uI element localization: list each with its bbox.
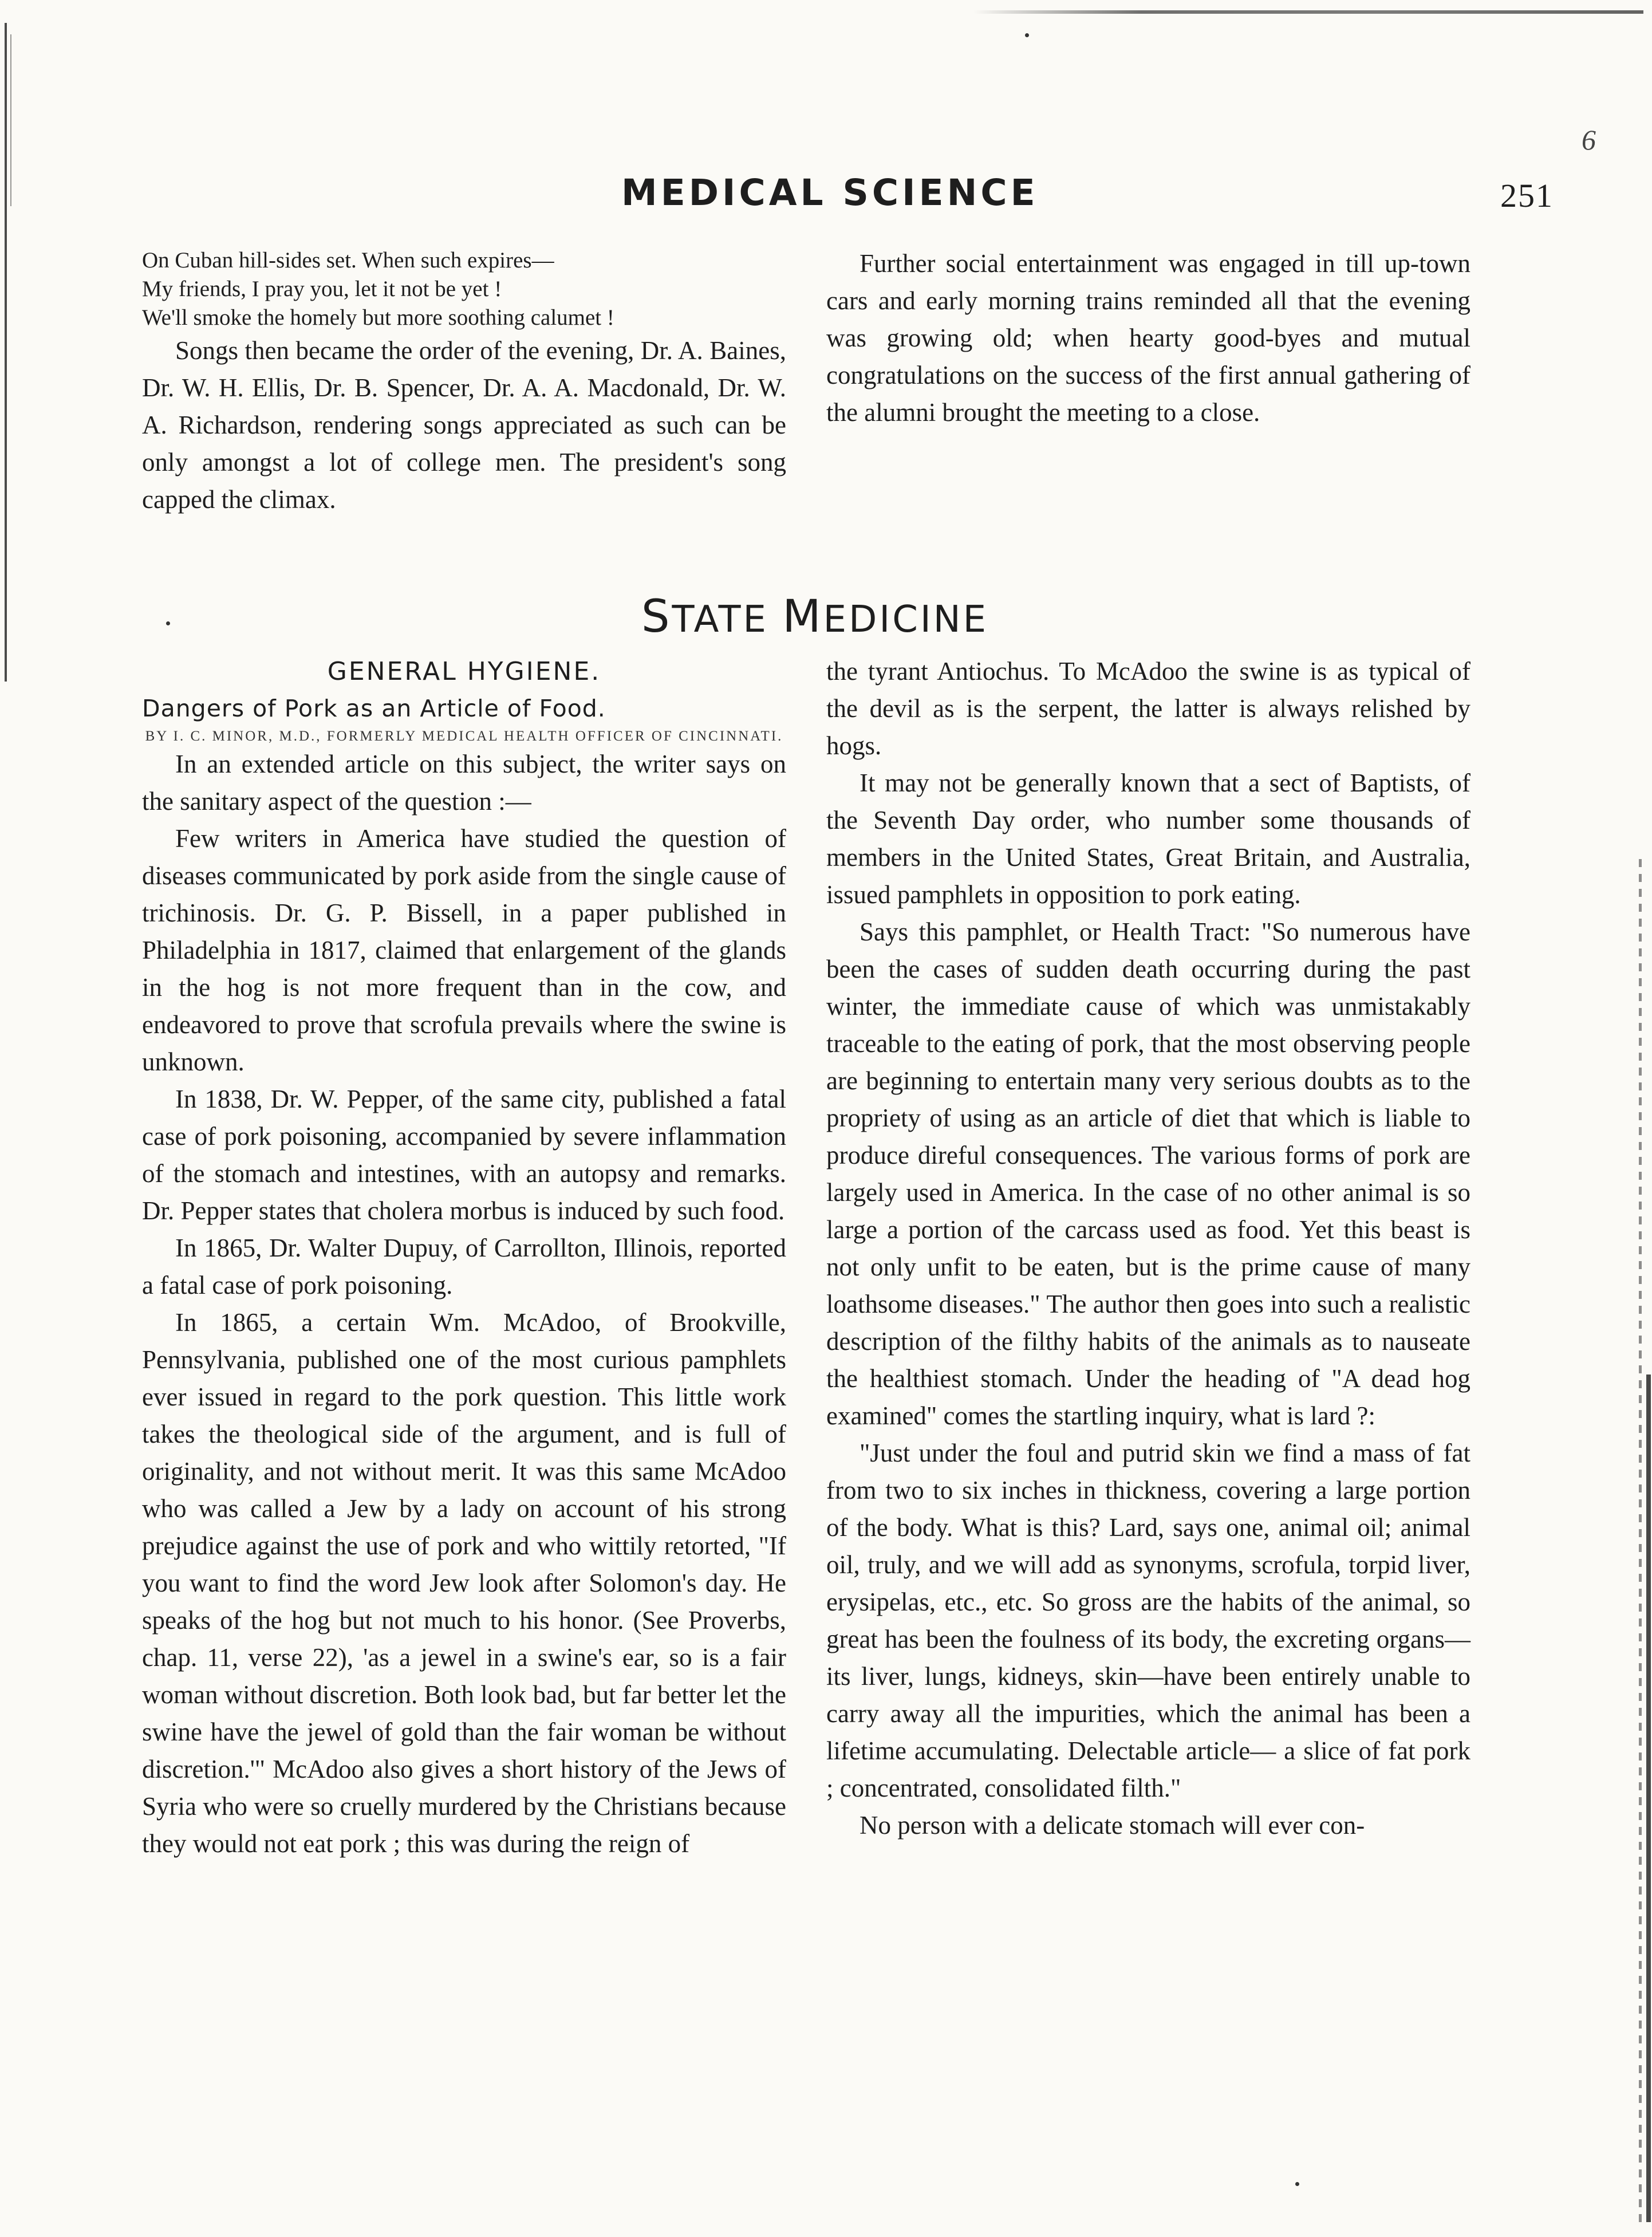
verse-line: We'll smoke the homely but more soothing calumet ! xyxy=(142,305,614,330)
scan-edge-top xyxy=(973,10,1643,14)
paragraph: Few writers in America have studied the question of diseases communicated by pork aside from the single cause of trichinosis. Dr. G. P. Bissell, in a paper published in Philadelphia in 1817, claimed that enlargement of the glands in the hog is not more frequent than in the cow, and endeavored to prove that scrofula prevails where the swine is unknown. xyxy=(142,824,786,1076)
paragraph: "Just under the foul and putrid skin we find a mass of fat from two to six inches in thickness, covering a large portion of the body. What is this? Lard, says one, animal oil; animal oil, truly, and we will add as synonyms, scrofula, torpid liver, erysipelas, etc., etc. So gross are the habits of the animal, so great has been the foulness of its body, the excreting organs—its liver, lungs, kidneys, skin—have been entirely unable to carry away all the impurities, which the animal has been a lifetime accumulating. Delectable article— a slice of fat pork ; concentrated, consolidated filth." xyxy=(826,1439,1470,1802)
article-left-column xyxy=(142,653,786,1862)
ink-speck xyxy=(1025,33,1029,37)
ink-speck xyxy=(1295,2182,1299,2186)
paragraph: Songs then became the order of the evening, Dr. A. Baines, Dr. W. H. Ellis, Dr. B. Spencer, Dr. A. A. Macdonald, Dr. W. A. Richardson, rendering songs appreciated as such can be only amongst a lot of college men. The president's song capped the climax. xyxy=(142,336,786,514)
running-head: MEDICAL SCIENCE xyxy=(621,172,1039,214)
paragraph: No person with a delicate stomach will ever con- xyxy=(859,1811,1365,1840)
paragraph: In an extended article on this subject, the writer says on the sanitary aspect of the question :— xyxy=(142,750,786,816)
article-heading: GENERAL HYGIENE. xyxy=(327,657,601,686)
verse-line: My friends, I pray you, let it not be yet ! xyxy=(142,277,502,301)
scan-edge-right xyxy=(1639,859,1642,2222)
top-right-column xyxy=(826,245,1470,431)
page-number: 251 xyxy=(1500,177,1554,214)
paragraph: Further social entertainment was engaged in till up-town cars and early morning trains reminded all that the evening was growing old; when hearty good-byes and mutual congratulations on the success of the first annual gathering of the alumni brought the meeting to a close. xyxy=(826,249,1470,427)
paragraph: In 1838, Dr. W. Pepper, of the same city, published a fatal case of pork poisoning, accompanied by severe inflammation of the stomach and intestines, with an autopsy and remarks. Dr. Pepper states that cholera morbus is induced by such food. xyxy=(142,1085,786,1225)
section-title: STATE MEDICINE xyxy=(641,591,989,643)
verse-line: On Cuban hill-sides set. When such expires— xyxy=(142,248,554,273)
article-byline: BY I. C. MINOR, M.D., FORMERLY MEDICAL HEALTH OFFICER OF CINCINNATI. xyxy=(145,728,783,744)
paragraph: the tyrant Antiochus. To McAdoo the swine is as typical of the devil as is the serpent, the latter is always relished by hogs. xyxy=(826,657,1470,760)
article-subheading: Dangers of Pork as an Article of Food. xyxy=(142,695,606,722)
scan-edge-left xyxy=(5,23,7,682)
paragraph: Says this pamphlet, or Health Tract: "So numerous have been the cases of sudden death occurring during the past winter, the immediate cause of which was unmistakably traceable to the eating of pork, that the most observing people are beginning to entertain many very serious doubts as to the propriety of using as an article of diet that which is liable to produce direful consequences. The various forms of pork are largely used in America. In the case of no other animal is so large a portion of the carcass used as food. Yet this beast is not only unfit to be eaten, but is the prime cause of many loathsome diseases." The author then goes into such a realistic description of the filthy habits of the animals as to nauseate the healthiest stomach. Under the heading of "A dead hog examined" comes the startling inquiry, what is lard ?: xyxy=(826,917,1470,1430)
scan-edge-right-dark xyxy=(1646,1375,1651,2222)
scan-edge-left-inner xyxy=(10,34,11,206)
ink-speck xyxy=(166,621,170,625)
corner-pencil-mark: 6 xyxy=(1582,124,1596,156)
paragraph: In 1865, a certain Wm. McAdoo, of Brookville, Pennsylvania, published one of the most curious pamphlets ever issued in regard to the pork question. This little work takes the theological side of the argument, and is full of originality, and not without merit. It was this same McAdoo who was called a Jew by a lady on account of his strong prejudice against the use of pork and who wittily retorted, "If you want to find the word Jew look after Solomon's day. He speaks of the hog but not much to his honor. (See Proverbs, chap. 11, verse 22), 'as a jewel in a swine's ear, so is a fair woman without discretion. Both look bad, but far better let the swine have the jewel of gold than the fair woman be without discretion.'" McAdoo also gives a short history of the Jews of Syria who were so cruelly murdered by the Christians because they would not eat pork ; this was during the reign of xyxy=(142,1308,786,1858)
top-left-column xyxy=(142,246,786,518)
paragraph: In 1865, Dr. Walter Dupuy, of Carrollton, Illinois, reported a fatal case of pork poisoning. xyxy=(142,1234,786,1299)
paragraph: It may not be generally known that a sect of Baptists, of the Seventh Day order, who number some thousands of members in the United States, Great Britain, and Australia, issued pamphlets in opposition to pork eating. xyxy=(826,769,1470,909)
article-right-column xyxy=(826,653,1470,1844)
